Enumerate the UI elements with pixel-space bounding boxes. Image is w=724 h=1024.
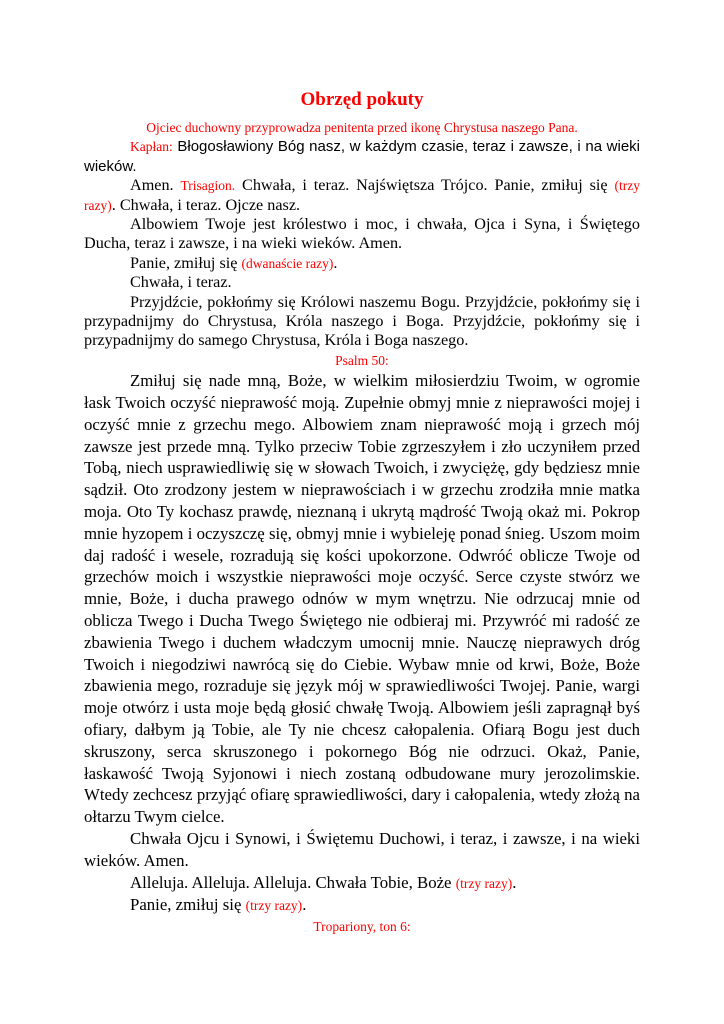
panie-12-paragraph	[84, 254, 640, 273]
trzy-razy-rubric-3: (trzy razy)	[245, 898, 303, 914]
document-page	[84, 84, 640, 937]
dot-3: .	[302, 895, 307, 915]
trisagion-text: Chwała, i teraz. Najświętsza Trójco. Panie, zmiłuj się	[235, 176, 615, 195]
przyjdzcie-paragraph: Przyjdźcie, pokłońmy się Królowi naszemu Bogu. Przyjdźcie, pokłońmy się i przypadnijmy do Chrystusa, Króla naszego i Boga. Przyjdźcie, pokłońmy się i przypadnijmy do samego Chrystusa, Króla i Boga naszego.	[84, 292, 640, 350]
after-trzy-text: . Chwała, i teraz. Ojcze nasz.	[111, 195, 301, 214]
albowiem-paragraph: Albowiem Twoje jest królestwo i moc, i chwała, Ojca i Syna, i Świętego Ducha, teraz i zawsze, i na wieki wieków. Amen.	[84, 215, 640, 253]
trisagion-paragraph	[84, 176, 640, 215]
dwanascie-rubric: (dwanaście razy)	[241, 255, 334, 271]
intro-rubric-text: Ojciec duchowny przyprowadza penitenta przed ikonę Chrystusa naszego Pana.	[146, 120, 578, 135]
troparia-heading	[84, 917, 640, 936]
intro-rubric	[84, 118, 640, 137]
psalm-heading-text: Psalm 50:	[335, 352, 389, 368]
panie-3-paragraph	[84, 894, 640, 917]
dot-2: .	[512, 872, 517, 892]
kaplan-text: Błogosławiony Bóg nasz, w każdym czasie, teraz i zawsze, i na wieki wieków.	[84, 138, 640, 175]
amen-text: Amen.	[130, 176, 181, 195]
page-title: Obrzęd pokuty	[300, 89, 424, 110]
troparia-heading-text: Tropariony, ton 6:	[313, 919, 411, 935]
trisagion-rubric: Trisagion.	[180, 178, 236, 194]
alleluja-paragraph	[84, 872, 640, 895]
kaplan-rubric: Kapłan:	[130, 139, 173, 155]
alleluja-text: Alleluja. Alleluja. Alleluja. Chwała Tobie, Boże	[130, 872, 456, 892]
psalm-paragraph: Zmiłuj się nade mną, Boże, w wielkim miłosierdziu Twoim, w ogromie łask Twoich oczyść nieprawość moją. Zupełnie obmyj mnie z nieprawości mojej i oczyść mnie z grzechu mego. Albowiem znam nieprawość moją i grzech mój zawsze jest przede mną. Tylko przeciw Tobie zgrzeszyłem i zło uczyniłem przed Tobą, niech usprawiedliwię się w słowach Twoich, i zwyciężę, gdy będziesz mnie sądził. Oto zrodzony jestem w nieprawościach i w grzechu zrodziła mnie matka moja. Oto Ty kochasz prawdę, nieznaną i ukrytą mądrość Twoją okaż mi. Pokrop mnie hyzopem i oczyszczę się, obmyj mnie i wybieleję ponad śnieg. Uszom moim daj radość i wesele, rozradują się kości upokorzone. Odwróć oblicze Twoje od grzechów moich i wszystkie nieprawości moje oczyść. Serce czyste stwórz we mnie, Boże, i ducha prawego odnów w mym wnętrzu. Nie odrzucaj mnie od oblicza Twego i Ducha Twego Świętego nie odbieraj mi. Przywróć mi radość ze zbawienia Twego i duchem władczym umocnij mnie. Nauczę nieprawych dróg Twoich i niegodziwi nawrócą się do Ciebie. Wybaw mnie od krwi, Boże, Boże zbawienia mego, rozraduje się język mój w sprawiedliwości Twojej. Panie, wargi moje otwórz i usta moje będą głosić chwałę Twoją. Albowiem jeśli zapragnął byś ofiary, dałbym ją Tobie, ale Ty nie chcesz całopalenia. Ofiarą Bogu jest duch skruszony, serca skruszonego i pokornego Bóg nie odrzuci. Okaż, Panie, łaskawość Twoją Syjonowi i niech zostaną odbudowane mury jerozolimskie. Wtedy zechcesz przyjąć ofiarę sprawiedliwości, dary i całopalenia, wtedy złożą na ołtarzu Twym cielce.	[84, 371, 640, 827]
dot: .	[333, 253, 338, 272]
doxology-paragraph: Chwała Ojcu i Synowi, i Świętemu Duchowi, i teraz, i zawsze, i na wieki wieków. Amen.	[84, 829, 640, 870]
psalm-heading	[84, 351, 640, 370]
panie-12-text: Panie, zmiłuj się	[130, 253, 242, 272]
chwala-teraz-paragraph: Chwała, i teraz.	[130, 273, 232, 292]
kaplan-paragraph	[84, 137, 640, 176]
trzy-razy-rubric-2: (trzy razy)	[455, 875, 513, 891]
panie-3-text: Panie, zmiłuj się	[130, 895, 246, 915]
trzy-razy-rubric: (trzy razy)	[84, 178, 640, 213]
